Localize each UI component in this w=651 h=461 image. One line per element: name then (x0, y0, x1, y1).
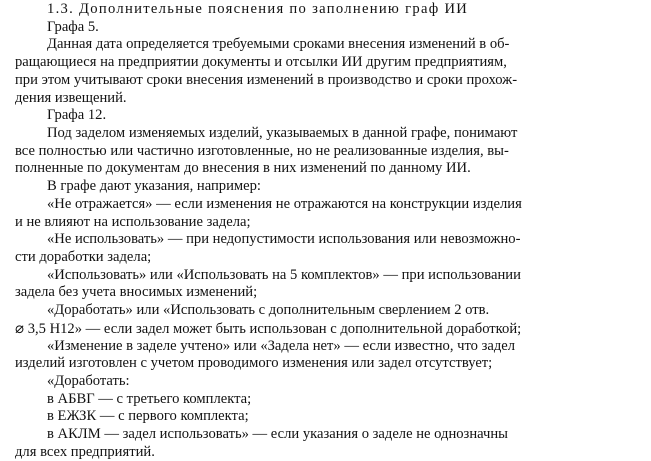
graf5-line: Данная дата определяется требуемыми сроками внесения изменений в об- (47, 36, 510, 53)
tail-line: в ЕЖЗК — с первого комплекта; (47, 408, 249, 425)
graf5-line: ращающиеся на предприятии документы и отсылки ИИ другим предприятиям, (15, 54, 507, 71)
tail-line: для всех предприятий. (15, 443, 155, 460)
examples-intro: В графе дают указания, например: (47, 178, 261, 195)
example-line: «Доработать» или «Использовать с дополнительным сверлением 2 отв. (47, 302, 490, 318)
diameter-icon: ⌀ (15, 318, 25, 337)
example-line: «Не отражается» — если изменения не отражаются на конструкции изделия (47, 195, 522, 212)
graf12-line: все полностью или частично изготовленные, но не реализованные изделия, вы- (15, 142, 509, 159)
example-line: задела без учета вносимых изменений; (15, 284, 258, 301)
tail-line: «Доработать: (47, 372, 130, 389)
section-heading: 1.3. Дополнительные пояснения по заполнению граф ИИ (47, 1, 469, 17)
graf5-title: Графа 5. (47, 18, 99, 35)
drill-line (15, 320, 521, 338)
example-line: и не влияют на использование задела; (15, 213, 251, 230)
graf12-title: Графа 12. (47, 107, 107, 124)
example-line: «Не использовать» — при недопустимости использования или невозможно- (47, 231, 521, 248)
example-line: сти доработки задела; (15, 248, 152, 265)
graf5-line: при этом учитывают сроки внесения изменений в производство и сроки прохож- (15, 71, 518, 88)
tail-line: в АКЛМ — задел использовать» — если указания о заделе не однозначны (47, 426, 508, 442)
graf12-line: Под заделом изменяемых изделий, указываемых в данной графе, понимают (47, 125, 518, 141)
tail-line: изделий изготовлен с учетом проводимого изменения или задел отсутствует; (15, 355, 493, 372)
tail-line: в АБВГ — с третьего комплекта; (47, 390, 252, 407)
graf5-line: дения извещений. (15, 89, 127, 106)
graf12-line: полненные по документам до внесения в них изменений по данному ИИ. (15, 160, 471, 177)
example-line: «Использовать» или «Использовать на 5 комплектов» — при использовании (47, 266, 521, 283)
drill-line-text: 3,5 H12» — если задел может быть использован с дополнительной доработкой; (27, 320, 522, 337)
tail-line: «Изменение в заделе учтено» или «Задела нет» — если известно, что задел (47, 337, 516, 354)
